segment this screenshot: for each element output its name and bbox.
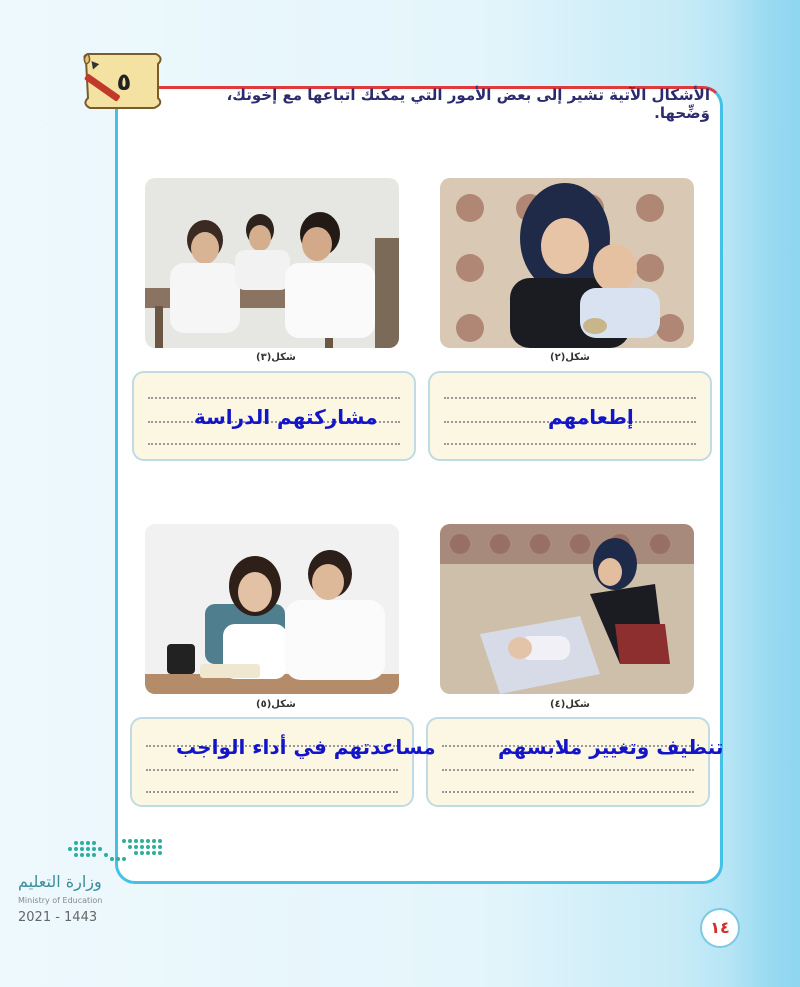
figure-4-answer: تنظيف وتغيير ملابسهم bbox=[498, 735, 724, 759]
dotted-line bbox=[444, 397, 696, 399]
figure-2-answer: إطعامهم bbox=[548, 405, 634, 429]
decorative-band bbox=[730, 0, 800, 987]
exercise-number: ٥ bbox=[116, 68, 132, 96]
figure-4-caption: شكل(٤) bbox=[550, 699, 590, 710]
figure-3-answer-box[interactable] bbox=[132, 371, 416, 461]
figure-3-caption: شكل(٣) bbox=[256, 352, 296, 363]
question-text: الأشكال الآتية تشير إلى بعض الأمور التي يمكنك اتباعها مع إخوتك، وَضِّحها. bbox=[226, 86, 710, 122]
dotted-line bbox=[442, 791, 694, 793]
figure-3-answer: مشاركتهم الدراسة bbox=[194, 405, 378, 429]
figure-2-caption: شكل(٢) bbox=[550, 352, 590, 363]
dotted-line bbox=[148, 443, 400, 445]
page-number: ١٤ bbox=[700, 908, 740, 948]
figure-5-answer: مساعدتهم في أداء الواجب bbox=[176, 735, 436, 759]
figure-5-caption: شكل(٥) bbox=[256, 699, 296, 710]
ministry-name-english: Ministry of Education bbox=[18, 896, 103, 905]
figure-4-photo bbox=[440, 524, 694, 694]
figure-2-photo bbox=[440, 178, 694, 348]
figure-2-answer-box[interactable] bbox=[428, 371, 712, 461]
ministry-name-arabic: وزارة التعليم bbox=[18, 872, 102, 891]
figure-5-answer-box[interactable] bbox=[130, 717, 436, 807]
dotted-line bbox=[444, 443, 696, 445]
figure-5-photo bbox=[145, 524, 399, 694]
figure-4-answer-box[interactable] bbox=[426, 717, 724, 807]
dotted-line bbox=[442, 769, 694, 771]
figure-3-photo bbox=[145, 178, 399, 348]
dotted-line bbox=[148, 397, 400, 399]
exercise-number-badge bbox=[78, 50, 166, 112]
dotted-line bbox=[146, 769, 398, 771]
edition-year: 2021 - 1443 bbox=[18, 910, 98, 925]
dotted-line bbox=[146, 791, 398, 793]
